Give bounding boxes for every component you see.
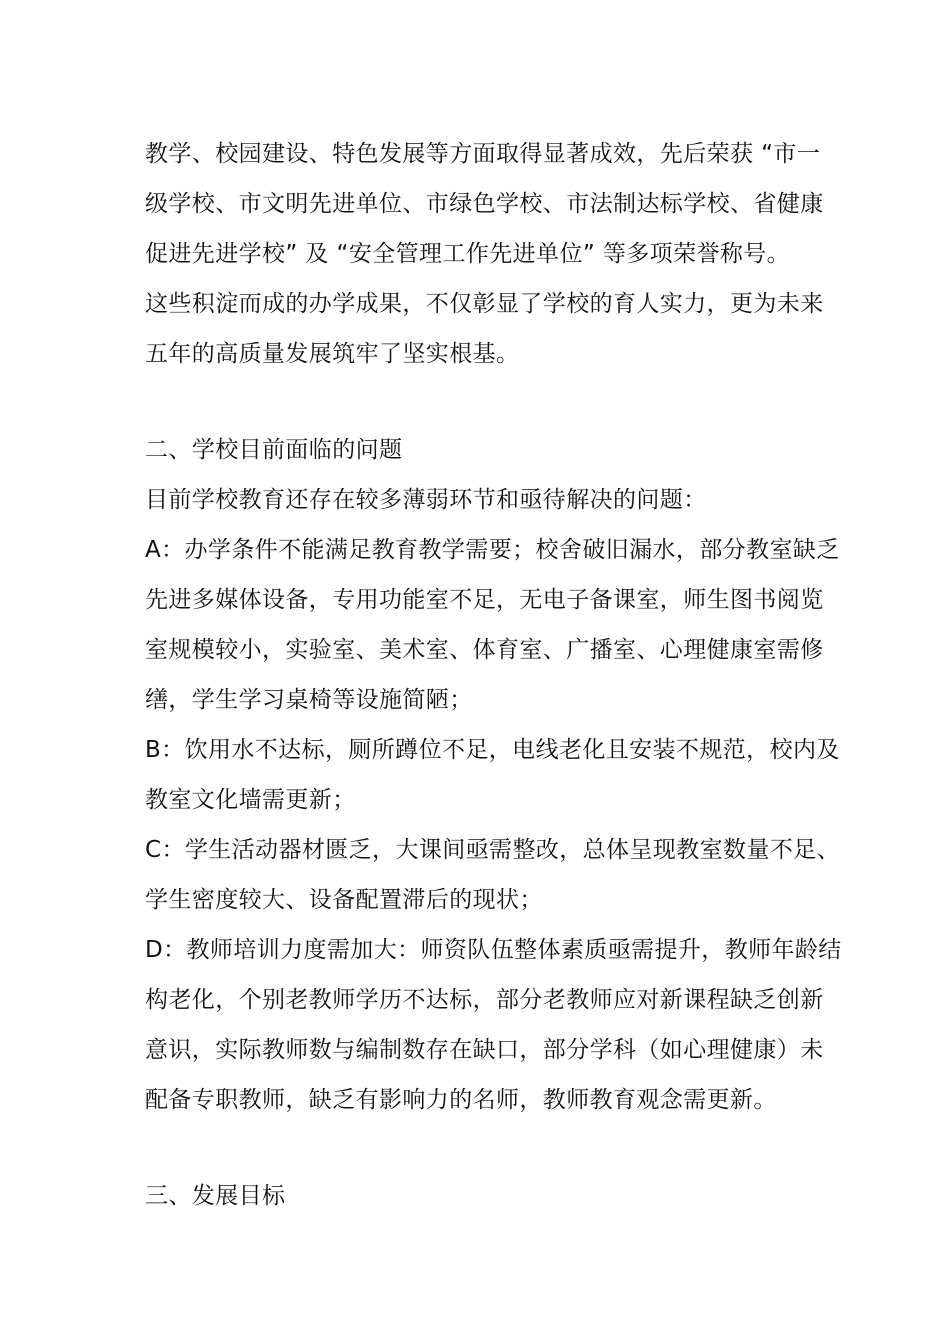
paragraph-gap [145, 379, 810, 425]
text-line: 构老化，个别老教师学历不达标，部分老教师应对新课程缺乏创新 [145, 987, 824, 1013]
problem-item-d [145, 925, 842, 1125]
problem-item-a [145, 525, 840, 725]
text-line: 教室文化墙需更新； [145, 787, 356, 813]
text-line: 室规模较小，实验室、美术室、体育室、广播室、心理健康室需修 [145, 637, 824, 663]
text-line: 促进先进学校” 及 “安全管理工作先进单位” 等多项荣誉称号。 [145, 241, 791, 267]
text-line: 先进多媒体设备，专用功能室不足，无电子备课室，师生图书阅览 [145, 587, 824, 613]
section-heading-problems: 二、学校目前面临的问题 [145, 437, 403, 463]
section-lead: 目前学校教育还存在较多薄弱环节和亟待解决的问题： [145, 487, 707, 513]
text-line: 级学校、市文明先进单位、市绿色学校、市法制达标学校、省健康 [145, 191, 824, 217]
text-line: 配备专职教师，缺乏有影响力的名师，教师教育观念需更新。 [145, 1087, 777, 1113]
text-line: B：饮用水不达标，厕所蹲位不足，电线老化且安装不规范，校内及 [145, 737, 840, 763]
text-line: 五年的高质量发展筑牢了坚实根基。 [145, 341, 520, 367]
problem-item-b [145, 725, 840, 825]
paragraph-gap [145, 1125, 810, 1171]
section-heading-goals: 三、发展目标 [145, 1183, 286, 1209]
text-line: A：办学条件不能满足教育教学需要；校舍破旧漏水，部分教室缺乏 [145, 537, 840, 563]
text-line: D：教师培训力度需加大：师资队伍整体素质亟需提升，教师年龄结 [145, 937, 842, 963]
intro-paragraph [145, 129, 824, 379]
text-line: 缮，学生学习桌椅等设施简陋； [145, 687, 473, 713]
text-line: 学生密度较大、设备配置滞后的现状； [145, 887, 543, 913]
problem-item-c [145, 825, 841, 925]
text-line: C：学生活动器材匮乏，大课间亟需整改，总体呈现教室数量不足、 [145, 837, 841, 863]
text-line: 这些积淀而成的办学成果，不仅彰显了学校的育人实力，更为未来 [145, 291, 824, 317]
text-line: 教学、校园建设、特色发展等方面取得显著成效，先后荣获 “市一 [145, 141, 821, 167]
document-body [145, 129, 842, 1221]
text-line: 意识，实际教师数与编制数存在缺口，部分学科（如心理健康）未 [145, 1037, 824, 1063]
